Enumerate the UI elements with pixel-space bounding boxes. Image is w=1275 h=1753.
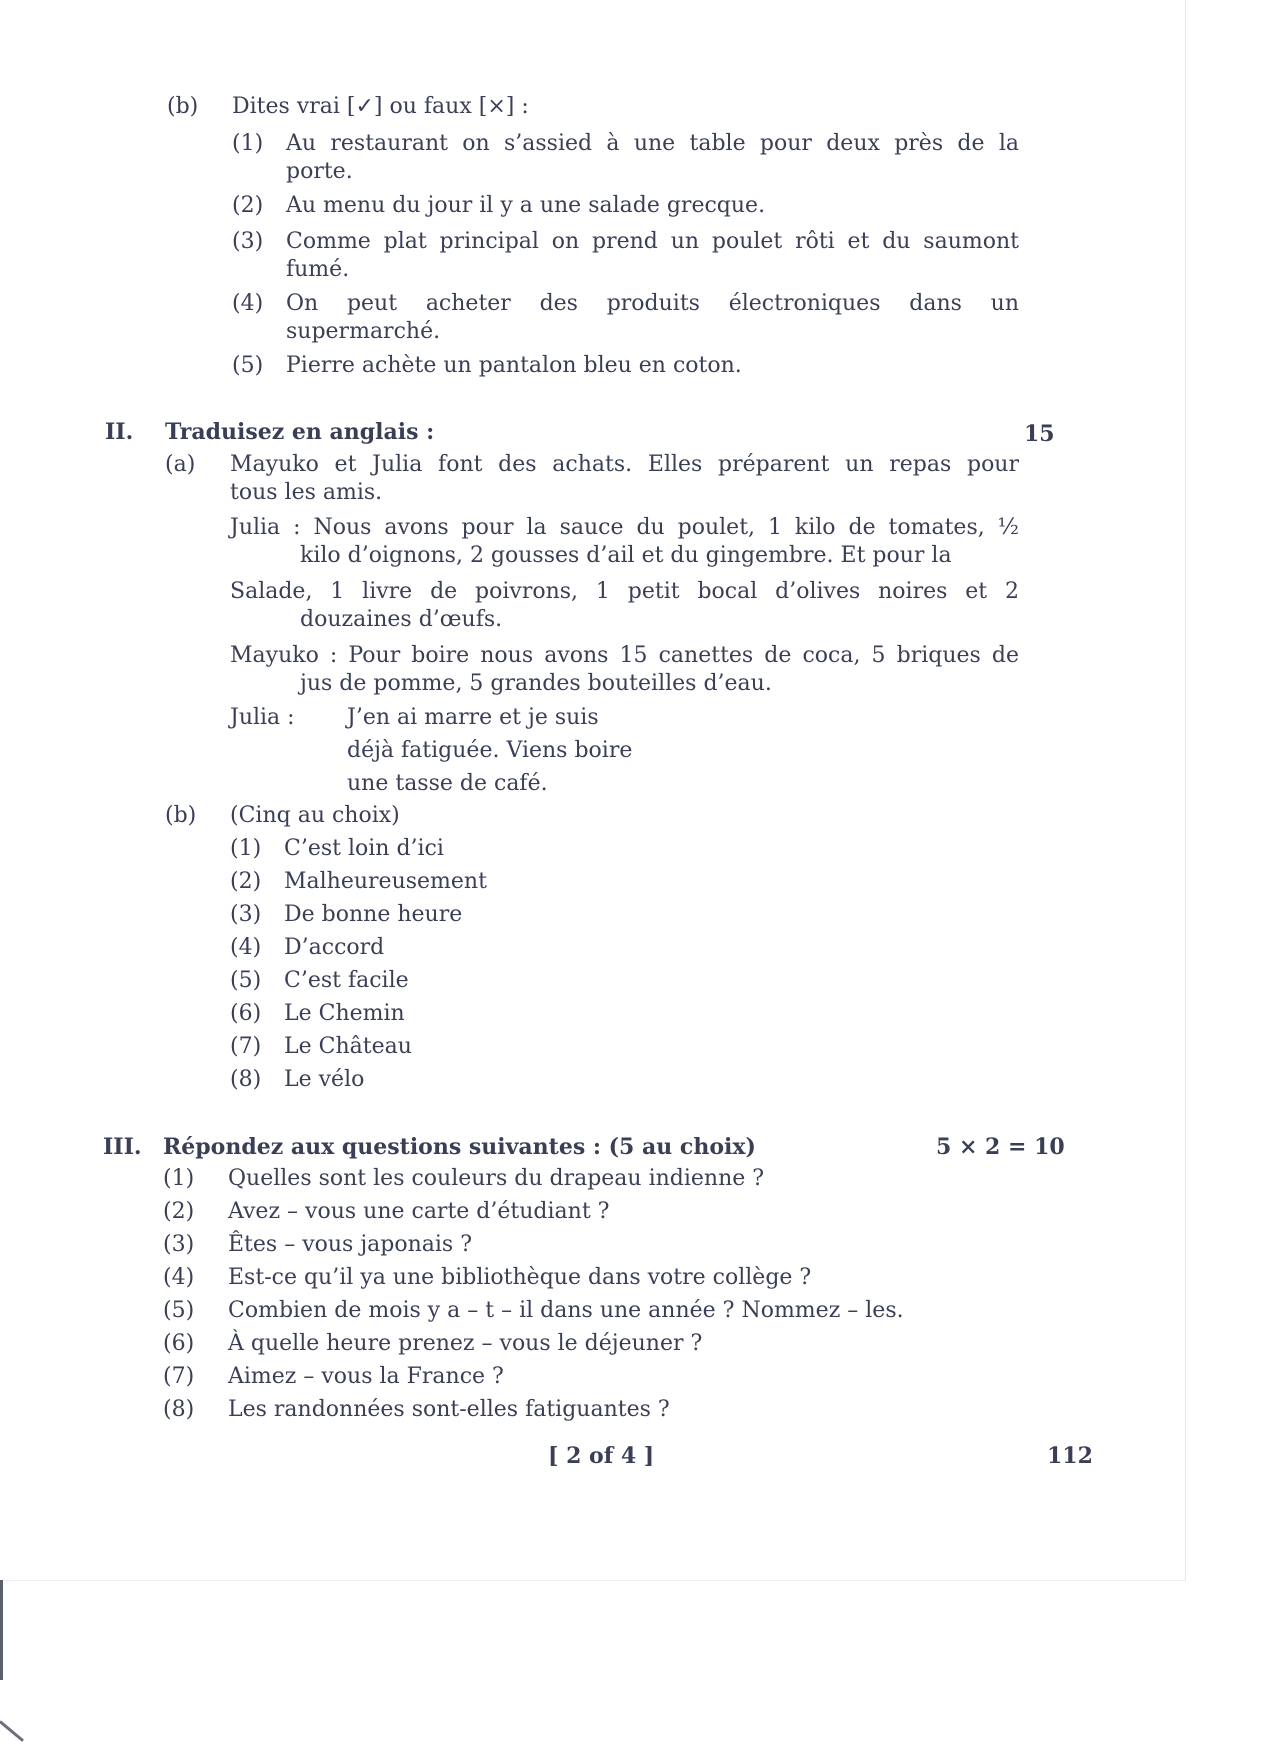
phrase-text: Le Chemin xyxy=(284,1001,405,1026)
scan-edge-mark xyxy=(0,1580,3,1680)
question-text: Aimez – vous la France ? xyxy=(228,1364,504,1389)
question-number: (7) xyxy=(163,1364,195,1389)
page-indicator: [ 2 of 4 ] xyxy=(548,1443,655,1469)
phrase-text: De bonne heure xyxy=(284,902,463,927)
phrase-text: C’est facile xyxy=(284,968,409,993)
question-number: (1) xyxy=(163,1166,195,1191)
question-number: (6) xyxy=(163,1331,195,1356)
vf-item-text: Au restaurant on s’assied à une table pour deux près de la xyxy=(286,131,1019,156)
phrase-text: Malheureusement xyxy=(284,869,487,894)
question-number: (8) xyxy=(163,1397,195,1422)
vf-item-text-cont: porte. xyxy=(286,159,353,184)
question-text: Combien de mois y a – t – il dans une année ? Nommez – les. xyxy=(228,1298,904,1323)
phrase-number: (7) xyxy=(230,1034,262,1059)
section-ii-title: Traduisez en anglais : xyxy=(165,419,435,445)
phrase-number: (4) xyxy=(230,935,262,960)
dialogue-line: J’en ai marre et je suis xyxy=(347,705,599,730)
dialogue-line: déjà fatiguée. Viens boire xyxy=(347,738,633,763)
phrase-text: Le Château xyxy=(284,1034,412,1059)
vf-item-number: (1) xyxy=(232,131,264,156)
section-iii-title: Répondez aux questions suivantes : (5 au choix) xyxy=(163,1134,756,1160)
vf-item-number: (5) xyxy=(232,353,264,378)
phrase-text: C’est loin d’ici xyxy=(284,836,444,861)
dialogue-line: une tasse de café. xyxy=(347,771,548,796)
section-ii-b-label: (b) xyxy=(165,803,197,828)
section-ii-a-label: (a) xyxy=(165,452,196,477)
vf-item-text: On peut acheter des produits électroniques dans un xyxy=(286,291,1019,316)
vf-item-number: (3) xyxy=(232,229,264,254)
question-text: À quelle heure prenez – vous le déjeuner ? xyxy=(228,1331,703,1356)
vf-item-text-cont: fumé. xyxy=(286,257,350,282)
vf-item-text-cont: supermarché. xyxy=(286,319,441,344)
section-iii-number: III. xyxy=(103,1134,142,1160)
dialogue-line: Salade, 1 livre de poivrons, 1 petit bocal d’olives noires et 2 xyxy=(230,579,1019,604)
dialogue-line: Julia : Nous avons pour la sauce du poulet, 1 kilo de tomates, ½ xyxy=(230,515,1019,540)
dialogue-line: Mayuko : Pour boire nous avons 15 canettes de coca, 5 briques de xyxy=(230,643,1019,668)
question-number: (2) xyxy=(163,1199,195,1224)
dialogue-line-cont: jus de pomme, 5 grandes bouteilles d’eau. xyxy=(300,671,772,696)
section-ii-a-intro: Mayuko et Julia font des achats. Elles préparent un repas pour xyxy=(230,452,1019,477)
question-text: Est-ce qu’il ya une bibliothèque dans votre collège ? xyxy=(228,1265,812,1290)
phrase-number: (5) xyxy=(230,968,262,993)
phrase-text: D’accord xyxy=(284,935,385,960)
section-i-b-label: (b) xyxy=(167,94,199,119)
question-number: (5) xyxy=(163,1298,195,1323)
section-ii-b-instruction: (Cinq au choix) xyxy=(230,803,400,828)
section-iii-marks: 5 × 2 = 10 xyxy=(936,1134,1065,1160)
phrase-number: (1) xyxy=(230,836,262,861)
phrase-number: (2) xyxy=(230,869,262,894)
question-number: (4) xyxy=(163,1265,195,1290)
scan-corner-mark xyxy=(0,1720,24,1742)
vf-item-number: (4) xyxy=(232,291,264,316)
dialogue-line-cont: douzaines d’œufs. xyxy=(300,607,503,632)
question-text: Les randonnées sont-elles fatiguantes ? xyxy=(228,1397,670,1422)
question-text: Êtes – vous japonais ? xyxy=(228,1232,472,1257)
section-i-b-instruction: Dites vrai [✓] ou faux [×] : xyxy=(232,94,529,119)
dialogue-speaker: Julia : xyxy=(230,705,295,730)
question-text: Avez – vous une carte d’étudiant ? xyxy=(228,1199,610,1224)
phrase-number: (8) xyxy=(230,1067,262,1092)
phrase-text: Le vélo xyxy=(284,1067,365,1092)
paper-code: 112 xyxy=(1047,1443,1093,1469)
section-ii-marks: 15 xyxy=(1024,421,1055,447)
vf-item-text: Au menu du jour il y a une salade grecque. xyxy=(286,193,766,218)
phrase-number: (3) xyxy=(230,902,262,927)
phrase-number: (6) xyxy=(230,1001,262,1026)
vf-item-text: Pierre achète un pantalon bleu en coton. xyxy=(286,353,742,378)
dialogue-line-cont: kilo d’oignons, 2 gousses d’ail et du gingembre. Et pour la xyxy=(300,543,952,568)
question-text: Quelles sont les couleurs du drapeau indienne ? xyxy=(228,1166,765,1191)
vf-item-text: Comme plat principal on prend un poulet rôti et du saumont xyxy=(286,229,1019,254)
section-ii-number: II. xyxy=(105,419,134,445)
section-ii-a-intro-cont: tous les amis. xyxy=(230,480,383,505)
question-number: (3) xyxy=(163,1232,195,1257)
vf-item-number: (2) xyxy=(232,193,264,218)
